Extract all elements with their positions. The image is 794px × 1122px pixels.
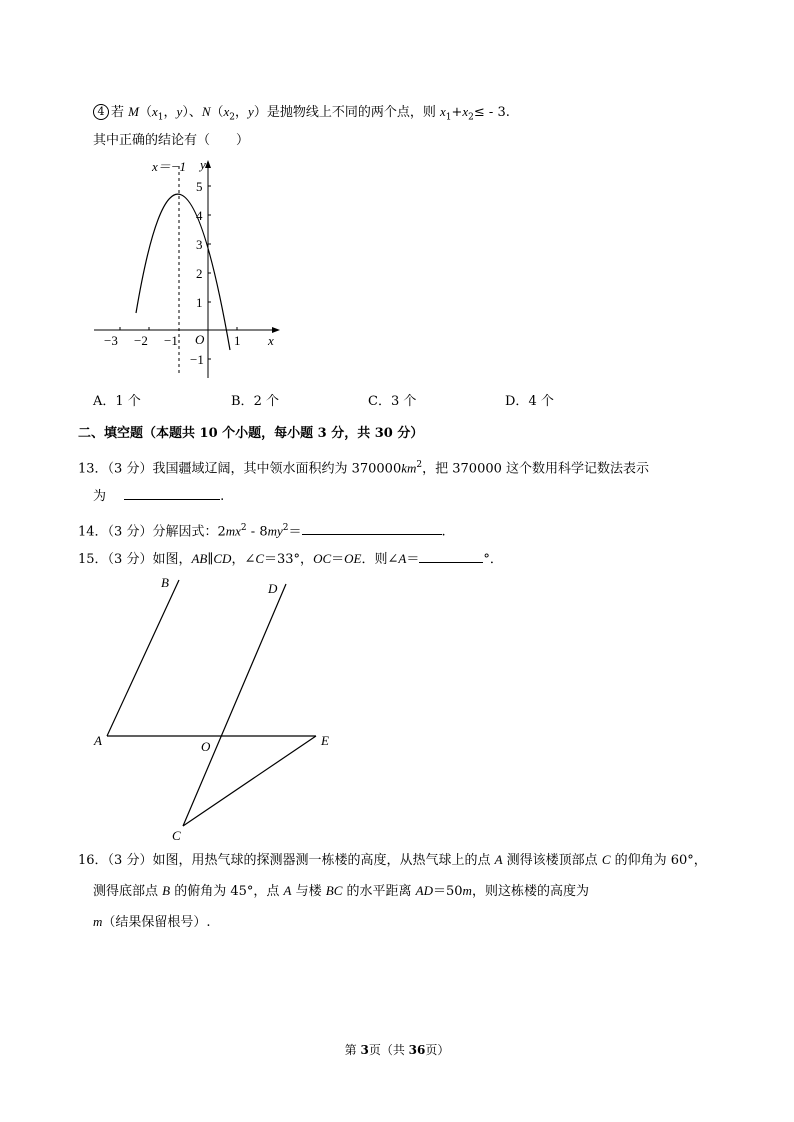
question-number: 16．（3 分） <box>78 853 153 868</box>
answer-blank[interactable] <box>302 521 442 535</box>
page-footer <box>0 1041 794 1058</box>
segment-ab <box>107 580 179 736</box>
q16-text: 如图，用热气球的探测器测一栋楼的高度，从热气球上的点 <box>152 853 495 868</box>
parabola-graph <box>90 152 290 380</box>
paren: ）、 <box>182 105 202 120</box>
degree-end: °． <box>483 552 503 567</box>
segment: CD <box>213 551 232 566</box>
q15-text: ．则∠ <box>361 552 399 567</box>
label-e: E <box>321 733 329 748</box>
x-axis-label: x <box>268 333 274 348</box>
option-text: 3 个 <box>390 394 417 409</box>
question-number: 13．（3 分） <box>78 461 153 477</box>
unit: m <box>462 883 472 898</box>
y-tick-label: 2 <box>196 266 203 281</box>
plus: + <box>451 105 463 120</box>
question-number: 15．（3 分） <box>78 552 153 567</box>
item4-tail: ≤ ‐ 3. <box>473 105 510 120</box>
y-tick-label: 4 <box>196 208 203 223</box>
sub: 2 <box>229 112 236 123</box>
y-axis-label: y <box>200 157 206 172</box>
var: my <box>267 523 283 539</box>
sup: 2 <box>416 460 423 470</box>
option-letter: A． <box>93 394 116 409</box>
q16-line2 <box>93 882 589 901</box>
unit: km <box>401 460 417 476</box>
equals: ＝ <box>331 552 345 567</box>
option-a[interactable] <box>93 393 141 411</box>
label-o: O <box>201 739 211 754</box>
var-y: y <box>248 104 254 119</box>
x-tick-label: −2 <box>134 333 148 348</box>
point: C <box>255 551 265 566</box>
q16-text: 的水平距离 <box>342 884 416 899</box>
item4-text: 若 <box>111 105 129 120</box>
point: A <box>398 551 407 566</box>
option-text: 4 个 <box>528 394 554 409</box>
q16-text: 测得该楼顶部点 <box>502 853 602 868</box>
coef: 2 <box>217 524 226 540</box>
footer-text: 页（共 <box>368 1043 409 1057</box>
point: A <box>494 852 503 867</box>
var-x1: x <box>439 104 446 119</box>
page-number: 3 <box>360 1043 369 1057</box>
y-tick-label: 5 <box>196 179 203 194</box>
question-prompt: 其中正确的结论有（ ） <box>93 133 250 148</box>
q15-text: ，∠ <box>231 552 256 567</box>
q16-text: 的仰角为 60°， <box>610 853 707 868</box>
point: B <box>162 883 171 898</box>
q14-line <box>78 519 446 541</box>
period: . <box>441 524 446 540</box>
segment: OC <box>313 551 332 566</box>
sup: 2 <box>240 523 247 533</box>
q16-text: ＝50 <box>433 884 463 899</box>
y-tick-label: 1 <box>196 295 203 310</box>
question-number: 14．（3 分） <box>78 524 153 540</box>
sub: 1 <box>445 112 452 123</box>
item4-mid-text: ）是抛物线上不同的两个点，则 <box>253 105 440 120</box>
segment: AB <box>191 551 208 566</box>
minus: ‐ 8 <box>246 524 268 540</box>
option-c[interactable] <box>368 393 416 411</box>
sup: 2 <box>282 523 289 533</box>
parallel-sign: ∥ <box>207 552 214 567</box>
symmetry-line-label: x＝−1 <box>152 159 187 174</box>
option-letter: C． <box>368 394 391 409</box>
q16-text: （结果保留根号）. <box>102 915 211 930</box>
option-text: 1 个 <box>115 394 141 409</box>
q15-line <box>78 549 503 569</box>
sub: 1 <box>157 112 164 123</box>
point: C <box>601 852 611 867</box>
q13-text: 我国疆域辽阔，其中领水面积约为 370000 <box>152 461 402 477</box>
label-a: A <box>94 733 102 748</box>
label-b: B <box>161 575 169 590</box>
var-x2: x <box>462 104 469 119</box>
segment-cd <box>183 584 286 826</box>
q16-text: 的俯角为 45°，点 <box>170 884 284 899</box>
x-tick-label: 1 <box>234 333 241 348</box>
option-letter: B． <box>231 394 254 409</box>
q13-line2 <box>93 486 224 506</box>
footer-text: 第 <box>344 1043 361 1057</box>
paren: （ <box>138 105 152 120</box>
geometry-figure <box>90 575 350 845</box>
unit: m <box>93 914 103 929</box>
item4-line <box>93 103 510 127</box>
answer-blank[interactable] <box>124 486 220 500</box>
option-text: 2 个 <box>253 394 279 409</box>
q16-text: ，则这栋楼的高度为 <box>471 884 589 899</box>
paren: （ <box>210 105 224 120</box>
q13-line1 <box>78 456 649 478</box>
answer-blank[interactable] <box>419 549 483 563</box>
y-tick-label: −1 <box>190 352 204 367</box>
q13-text: ，把 370000 这个数用科学记数法表示 <box>422 461 650 477</box>
point-m: M <box>128 104 139 119</box>
q16-line3 <box>93 913 211 932</box>
circled-number: 4 <box>93 104 109 120</box>
x-tick-label: −3 <box>104 333 118 348</box>
var-x1: x <box>152 104 158 119</box>
var-x2: x <box>223 104 230 119</box>
q16-text: 与楼 <box>291 884 326 899</box>
option-letter: D． <box>505 394 529 409</box>
y-axis-arrow <box>205 160 211 168</box>
footer-text: 页） <box>425 1043 450 1057</box>
q13-text: 为 <box>93 489 107 504</box>
x-tick-label: −1 <box>164 333 178 348</box>
page-total: 36 <box>408 1043 426 1057</box>
q14-text: 分解因式： <box>152 524 218 540</box>
segment: OE <box>344 551 362 566</box>
comma: ， <box>235 105 249 120</box>
q15-text: 如图， <box>152 552 192 567</box>
equals: ＝ <box>288 524 302 540</box>
comma: ， <box>163 105 177 120</box>
section-title: 二、填空题（本题共 10 个小题，每小题 3 分，共 30 分） <box>78 426 424 441</box>
point: A <box>283 883 292 898</box>
q16-text: 测得底部点 <box>93 884 163 899</box>
option-b[interactable] <box>231 393 279 411</box>
segment: AD <box>415 883 433 898</box>
segment: BC <box>325 883 343 898</box>
q15-text: ＝33°， <box>264 552 314 567</box>
var-y: y <box>176 104 183 119</box>
y-tick-label: 3 <box>196 237 203 252</box>
point-n: N <box>201 104 211 119</box>
q16-line1 <box>78 851 707 870</box>
option-d[interactable] <box>505 393 554 411</box>
origin-label: O <box>195 332 205 347</box>
parabola-curve <box>136 194 230 350</box>
equals: ＝ <box>406 552 420 567</box>
var: mx <box>225 523 241 539</box>
period: . <box>220 489 225 504</box>
sub: 2 <box>468 112 474 123</box>
label-c: C <box>172 828 181 843</box>
label-d: D <box>268 581 278 596</box>
